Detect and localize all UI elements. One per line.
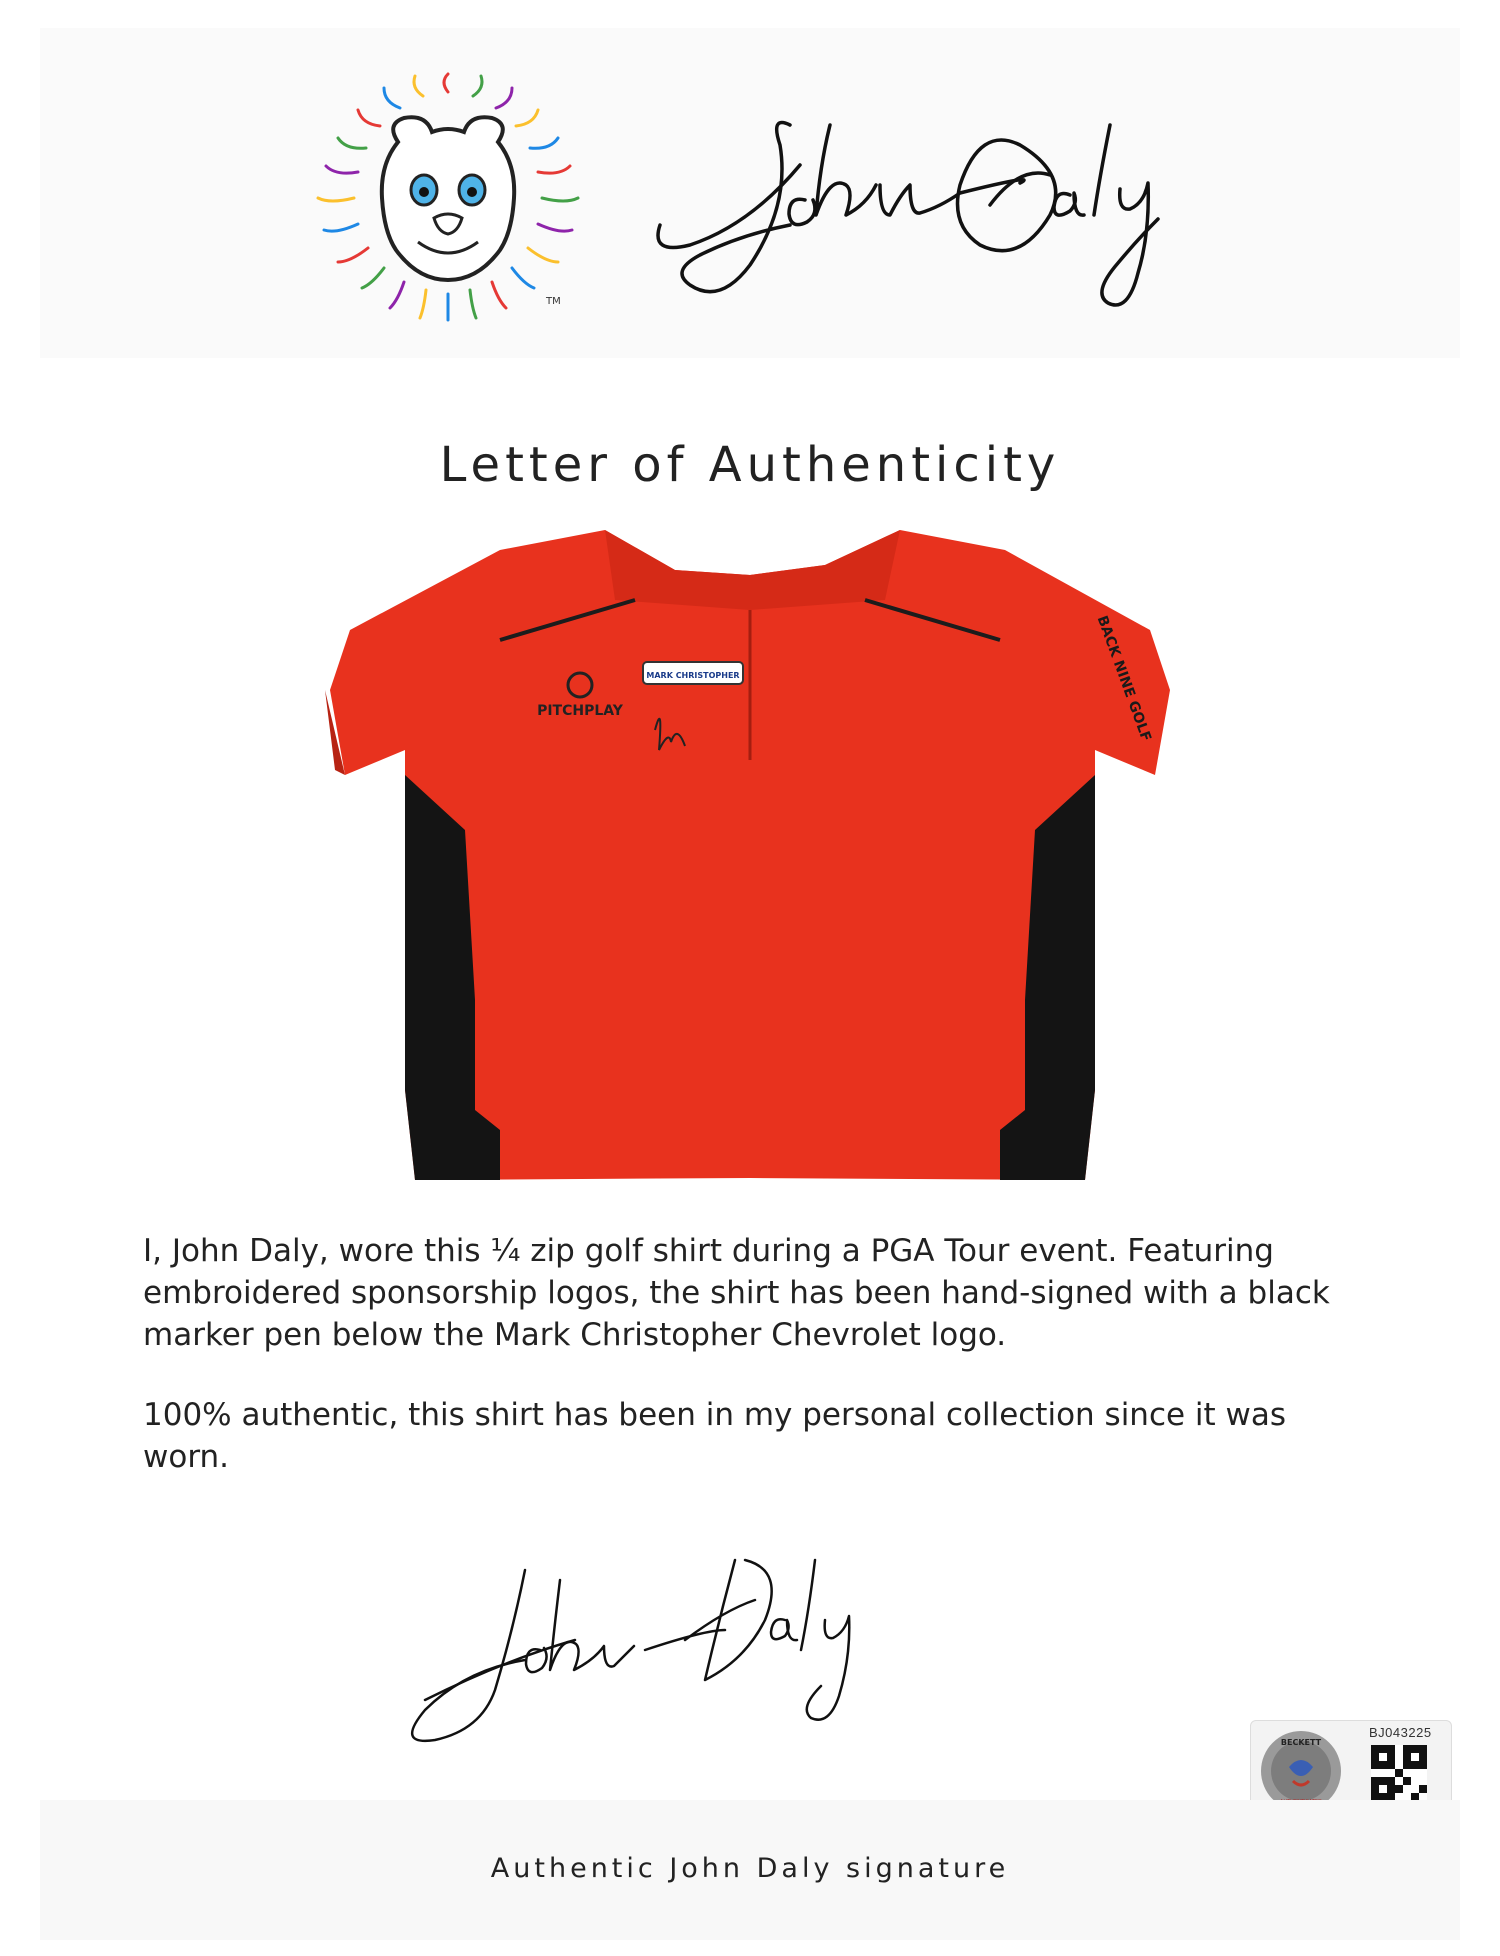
header-signature-image [640,105,1200,320]
certificate-number: BJ043225 [1369,1725,1432,1740]
document-title: Letter of Authenticity [439,437,1061,494]
qr-code-icon [1371,1745,1427,1801]
trademark-label: TM [546,296,561,307]
signature-caption: Authentic John Daly signature [490,1853,1010,1884]
mark-christopher-logo-icon [643,662,743,684]
body-paragraph-1: I, John Daly, wore this ¼ zip golf shirt during a PGA Tour event. Featuring embroidered sponsorship logos, the shirt has been hand-signed with a black marker pen below the Mark Christopher Chevrolet logo. [143,1233,1330,1353]
shirt-photo [325,530,1175,1185]
lion-logo-icon [308,72,588,322]
mark-christopher-logo-text: MARK CHRISTOPHER [646,671,740,680]
body-paragraph-2: 100% authentic, this shirt has been in my personal collection since it was worn. [143,1397,1287,1475]
beckett-brand-text: BECKETT [1280,1738,1322,1747]
letter-body [143,1230,1373,1516]
pitchplay-logo-text: PITCHPLAY [537,703,623,719]
back-nine-golf-logo-text: BACK NINE GOLF [1093,613,1154,744]
bottom-signature-image [405,1540,885,1750]
